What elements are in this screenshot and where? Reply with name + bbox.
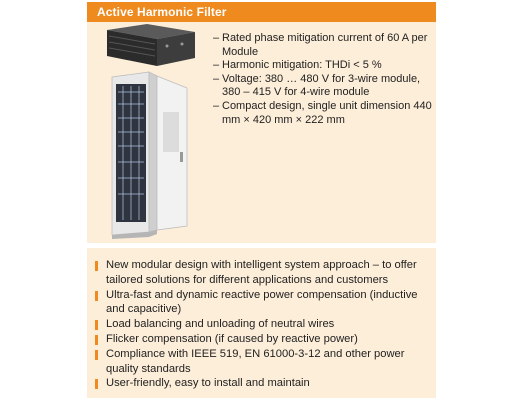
filter-cabinet-image [112,72,187,239]
feature-item [95,288,433,318]
header-bar [87,2,436,22]
spec-item: – Compact design, single unit dimension 440 mm × 420 mm × 222 mm [213,100,433,127]
feature-text: User-friendly, easy to install and maintain [106,377,310,390]
feature-list [95,258,433,391]
feature-text: Flicker compensation (if caused by reactive power) [106,332,358,345]
feature-text: Load balancing and unloading of neutral wires [106,318,335,331]
bullet-bar-icon [95,261,98,271]
bullet-bar-icon [95,320,98,330]
spec-item: – Rated phase mitigation current of 60 A per Module [213,32,433,59]
bullet-bar-icon [95,379,98,389]
feature-item [95,317,433,332]
spec-item: – Harmonic mitigation: THDi < 5 % [213,59,433,73]
feature-text: Compliance with IEEE 519, EN 61000-3-12 and other power quality standards [106,347,405,375]
bullet-bar-icon [95,350,98,360]
bullet-bar-icon [95,335,98,345]
header-title: Active Harmonic Filter [97,5,227,19]
spec-item: – Voltage: 380 … 480 V for 3-wire module, 380 – 415 V for 4-wire module [213,73,433,100]
product-panel [87,2,436,398]
feature-text: Ultra-fast and dynamic reactive power compensation (inductive and capacitive) [106,288,418,316]
product-images [87,22,207,243]
bullet-bar-icon [95,291,98,301]
spec-list [213,32,433,127]
feature-item [95,347,433,377]
feature-item [95,332,433,347]
feature-item [95,376,433,391]
filter-module-image [107,22,195,66]
feature-text: New modular design with intelligent system approach – to offer tailored solutions for different applications and customers [106,259,417,286]
feature-item [95,258,433,288]
